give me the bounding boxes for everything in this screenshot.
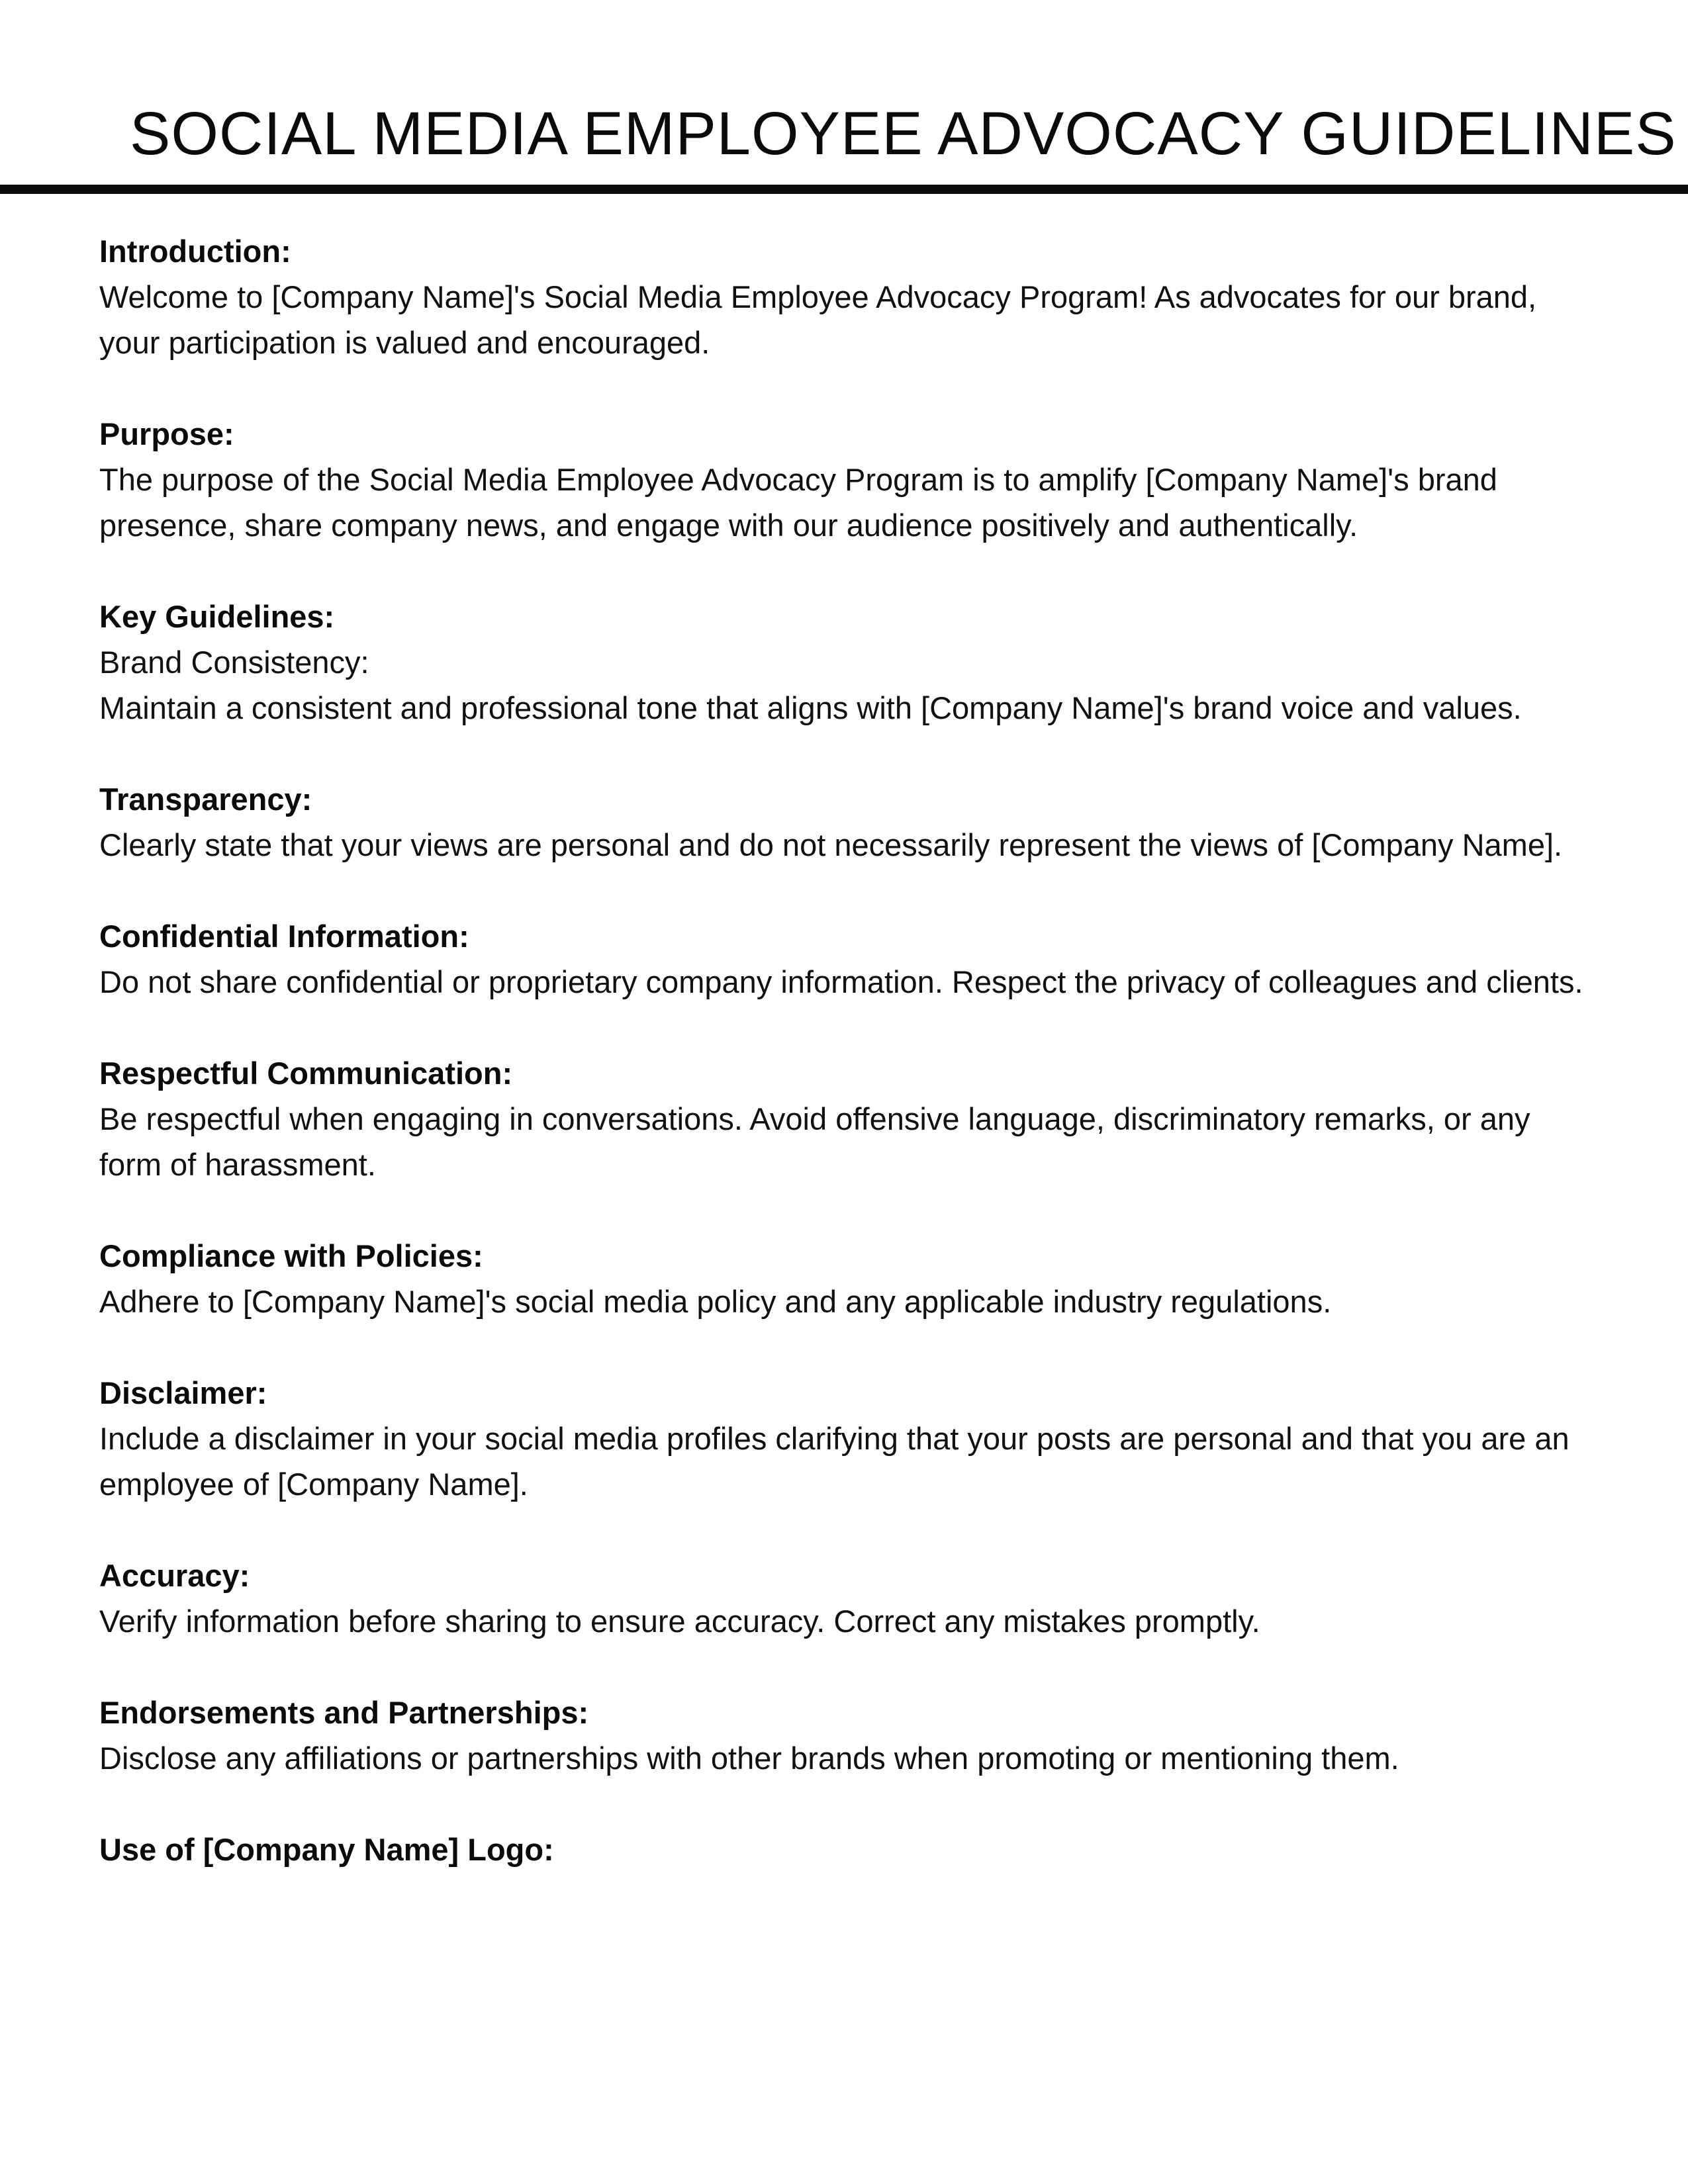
section-key-guidelines [99, 594, 1595, 731]
section-confidential-information [99, 913, 1595, 1005]
section-text: Be respectful when engaging in conversations. Avoid offensive language, discriminatory remarks, or any form of harassment. [99, 1101, 1530, 1182]
section-text: The purpose of the Social Media Employee Advocacy Program is to amplify [Company Name]'s brand presence, share company news, and engage with our audience positively and authentically. [99, 462, 1497, 543]
section-text: Do not share confidential or proprietary company information. Respect the privacy of colleagues and clients. [99, 964, 1583, 999]
title-divider [0, 185, 1688, 194]
document-body [99, 228, 1595, 1918]
section-text: Disclose any affiliations or partnerships with other brands when promoting or mentioning them. [99, 1741, 1399, 1776]
section-text: Include a disclaimer in your social media profiles clarifying that your posts are personal and that you are an employee of [Company Name]. [99, 1421, 1570, 1502]
section-heading: Endorsements and Partnerships: [99, 1695, 589, 1730]
section-heading: Disclaimer: [99, 1375, 267, 1410]
section-endorsements-and-partnerships [99, 1690, 1595, 1781]
section-purpose [99, 411, 1595, 548]
section-heading: Accuracy: [99, 1558, 250, 1593]
section-heading: Purpose: [99, 416, 234, 451]
section-transparency [99, 776, 1595, 868]
section-heading: Key Guidelines: [99, 599, 335, 634]
page-title: SOCIAL MEDIA EMPLOYEE ADVOCACY GUIDELINES [130, 100, 1677, 167]
section-heading: Use of [Company Name] Logo: [99, 1832, 554, 1867]
section-heading: Compliance with Policies: [99, 1238, 483, 1273]
section-text: Adhere to [Company Name]'s social media policy and any applicable industry regulations. [99, 1284, 1332, 1319]
section-heading: Introduction: [99, 234, 291, 269]
section-heading: Confidential Information: [99, 919, 469, 954]
section-accuracy [99, 1553, 1595, 1644]
section-disclaimer [99, 1370, 1595, 1507]
section-text: Verify information before sharing to ensure accuracy. Correct any mistakes promptly. [99, 1604, 1260, 1639]
section-introduction [99, 228, 1595, 365]
section-text: Welcome to [Company Name]'s Social Media Employee Advocacy Program! As advocates for our brand, your participation is valued and encouraged. [99, 279, 1537, 360]
section-text: Maintain a consistent and professional tone that aligns with [Company Name]'s brand voice and values. [99, 690, 1522, 725]
section-subheading: Brand Consistency: [99, 645, 369, 680]
section-logo-use [99, 1827, 1595, 1872]
section-heading: Transparency: [99, 782, 312, 817]
section-text: Clearly state that your views are personal and do not necessarily represent the views of [Company Name]. [99, 827, 1563, 862]
section-respectful-communication [99, 1050, 1595, 1187]
section-heading: Respectful Communication: [99, 1056, 513, 1091]
section-compliance-with-policies [99, 1233, 1595, 1324]
